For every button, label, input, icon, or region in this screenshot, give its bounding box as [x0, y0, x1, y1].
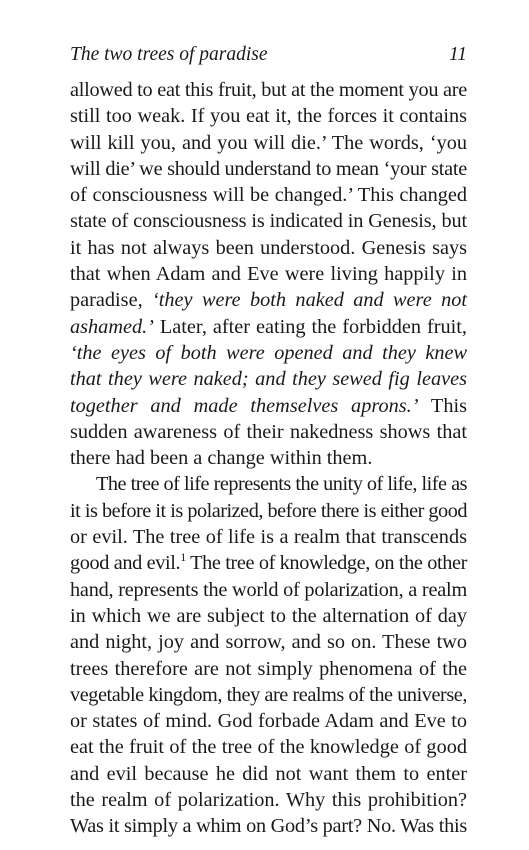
- quotation: together and made themselves aprons.’: [70, 394, 419, 417]
- quotation: that they were naked; and they sewed fig leaves: [70, 368, 467, 391]
- paragraph-start-line: The tree of life represents the unity of life, life as: [96, 473, 467, 496]
- text-line: and night, joy and sorrow, and so on. These two: [70, 631, 467, 654]
- text-line: or states of mind. God forbade Adam and Eve to: [70, 710, 467, 733]
- text-line: eat the fruit of the tree of the knowledge of good: [70, 736, 467, 759]
- footnote-marker: 1: [180, 550, 186, 565]
- text-line: hand, represents the world of polarization, a realm: [70, 578, 467, 601]
- text-line: the realm of polarization. Why this prohibition?: [70, 789, 467, 812]
- text-line: together and made themselves aprons.’ This: [70, 394, 467, 417]
- text-line: trees therefore are not simply phenomena of the: [70, 657, 467, 680]
- running-title: The two trees of paradise: [70, 44, 268, 65]
- quotation: ashamed.’: [70, 315, 154, 338]
- text-line: [70, 366, 467, 392]
- text-line: will die’ we should understand to mean ‘your state: [70, 157, 467, 180]
- text-line: or evil. The tree of life is a realm that transcends: [70, 526, 467, 549]
- text-line: will kill you, and you will die.’ The words, ‘you: [70, 131, 467, 154]
- page-number: 11: [448, 44, 467, 65]
- text-line: and evil because he did not want them to enter: [70, 762, 467, 785]
- running-head: [70, 42, 467, 68]
- text-line: that when Adam and Eve were living happily in: [70, 263, 467, 286]
- text-line: Was it simply a whim on God’s part? No. Was this: [70, 815, 467, 838]
- body-text: [70, 77, 467, 840]
- quotation: ‘the eyes of both were opened and they knew: [70, 341, 467, 364]
- text-line: ashamed.’ Later, after eating the forbidden fruit,: [70, 315, 467, 338]
- text-line: of consciousness will be changed.’ This changed: [70, 184, 467, 207]
- text-line: there had been a change within them.: [70, 447, 373, 470]
- text-line: allowed to eat this fruit, but at the moment you are: [70, 79, 467, 101]
- text-line: vegetable kingdom, they are realms of the universe,: [70, 683, 467, 706]
- text-line: still too weak. If you eat it, the forces it contains: [70, 105, 467, 128]
- quotation: ‘they were both naked and were not: [152, 289, 467, 312]
- text-line: it has not always been understood. Genesis says: [70, 236, 467, 259]
- text-line: sudden awareness of their nakedness shows that: [70, 420, 467, 443]
- text-line: good and evil.$^1$ The tree of knowledge, on the other: [70, 550, 468, 575]
- text-line: in which we are subject to the alternation of day: [70, 604, 467, 627]
- text-line: state of consciousness is indicated in Genesis, but: [70, 210, 467, 233]
- text-line: paradise, ‘they were both naked and were not: [70, 289, 467, 312]
- text-line: [70, 340, 467, 366]
- text-line: it is before it is polarized, before there is either good: [70, 499, 467, 522]
